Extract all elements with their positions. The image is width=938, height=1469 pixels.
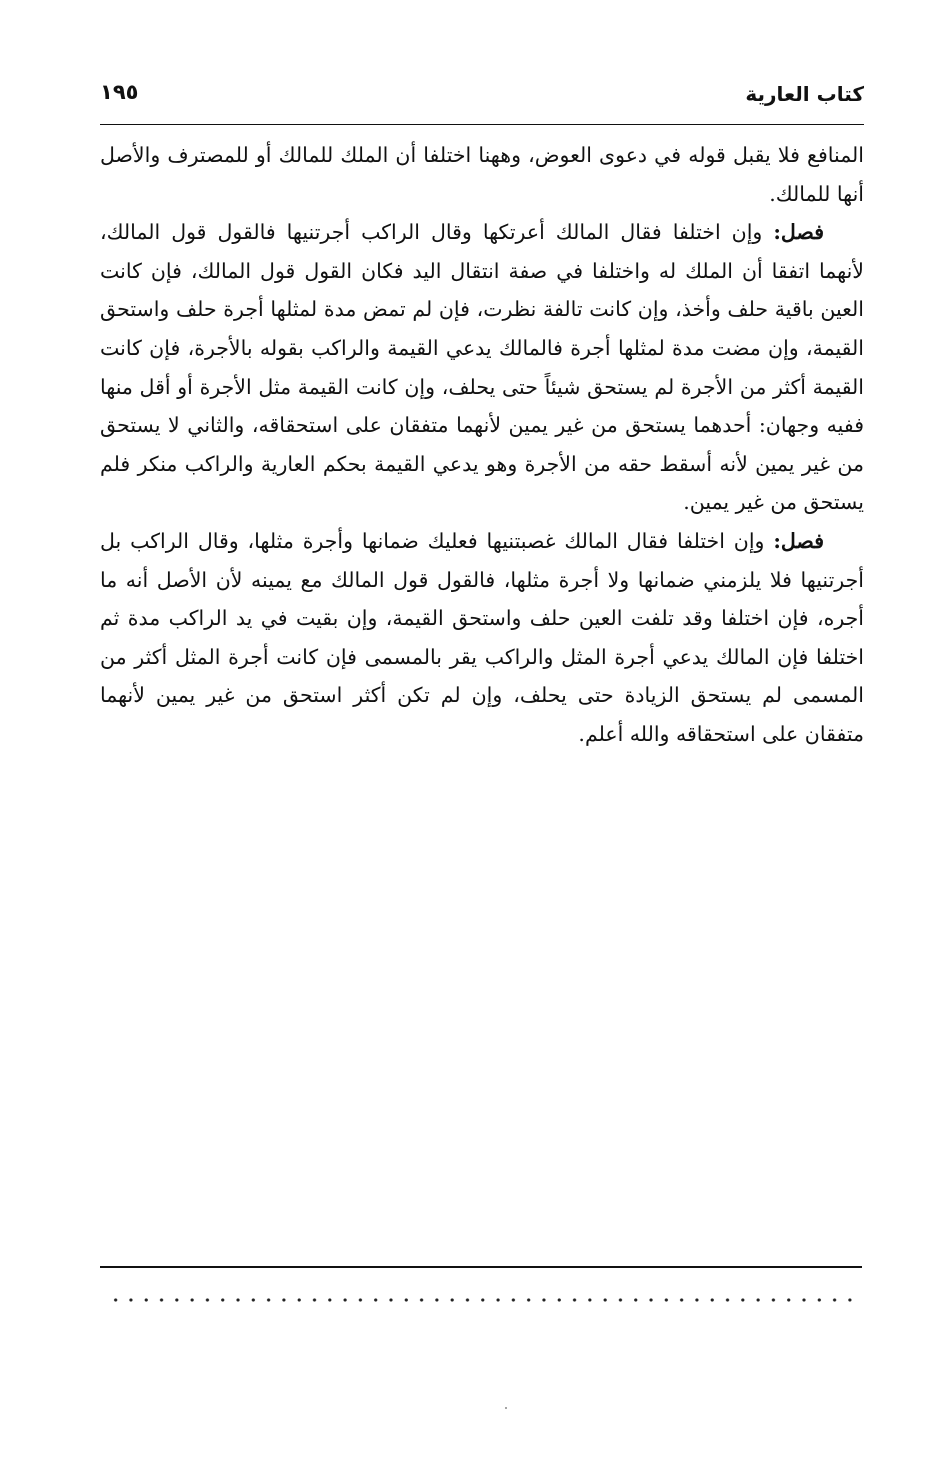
paragraph-text: وإن اختلفا فقال المالك أعرتكها وقال الراكب أجرتنيها فالقول قول المالك، لأنهما اتفقا أن الملك له واختلفا في صفة انتقال اليد فكان القول قول المالك، فإن كانت العين باقية حلف وأخذ، وإن كانت تالفة نظرت، فإن لم تمض مدة لمثلها أجرة حلف واستحق القيمة، وإن مضت مدة لمثلها أجرة فالمالك يدعي القيمة والراكب بقوله بالأجرة، فإن كانت القيمة أكثر من الأجرة لم يستحق شيئاً حتى يحلف، وإن كانت القيمة مثل الأجرة أو أقل منها ففيه وجهان: أحدهما يستحق من غير يمين لأنهما متفقان على استحقاقه، والثاني لا يستحق من غير يمين لأنه أسقط حقه من الأجرة وهو يدعي القيمة بحكم العارية والراكب منكر فلم يستحق من غير يمين. — [100, 220, 864, 515]
main-text — [100, 136, 864, 754]
paragraph-fasl — [100, 522, 864, 754]
paragraph-continuation — [100, 136, 864, 213]
running-title: كتاب العارية — [745, 82, 864, 106]
header-rule — [100, 124, 864, 125]
footnote-rule — [100, 1266, 862, 1268]
paragraph-fasl — [100, 213, 864, 522]
paragraph-text: وإن اختلفا فقال المالك غصبتنيها فعليك ضمانها وأجرة مثلها، وقال الراكب بل أجرتنيها فلا يلزمني ضمانها ولا أجرة مثلها، فالقول قول المالك مع يمينه لأن الأصل أنه ما أجره، فإن اختلفا وقد تلفت العين حلف واستحق القيمة، وإن بقيت في يد الراكب مدة ثم اختلفا فإن المالك يدعي أجرة المثل والراكب يقر بالمسمى فإن كانت أجرة المثل أكثر من المسمى لم يستحق الزيادة حتى يحلف، وإن لم تكن أكثر استحق من غير يمين لأنهما متفقان على استحقاقه والله أعلم. — [100, 528, 864, 746]
section-marker: فصل: — [773, 220, 824, 245]
paragraph-text: المنافع فلا يقبل قوله في دعوى العوض، وههنا اختلفا أن الملك للمالك أو للمصترف والأصل أنها للمالك. — [100, 143, 864, 206]
scan-speck — [505, 1407, 507, 1409]
page-number: ١٩٥ — [100, 80, 139, 104]
footnote-dotted-line — [108, 1292, 860, 1308]
page-header — [100, 80, 864, 118]
section-marker: فصل: — [773, 528, 824, 553]
